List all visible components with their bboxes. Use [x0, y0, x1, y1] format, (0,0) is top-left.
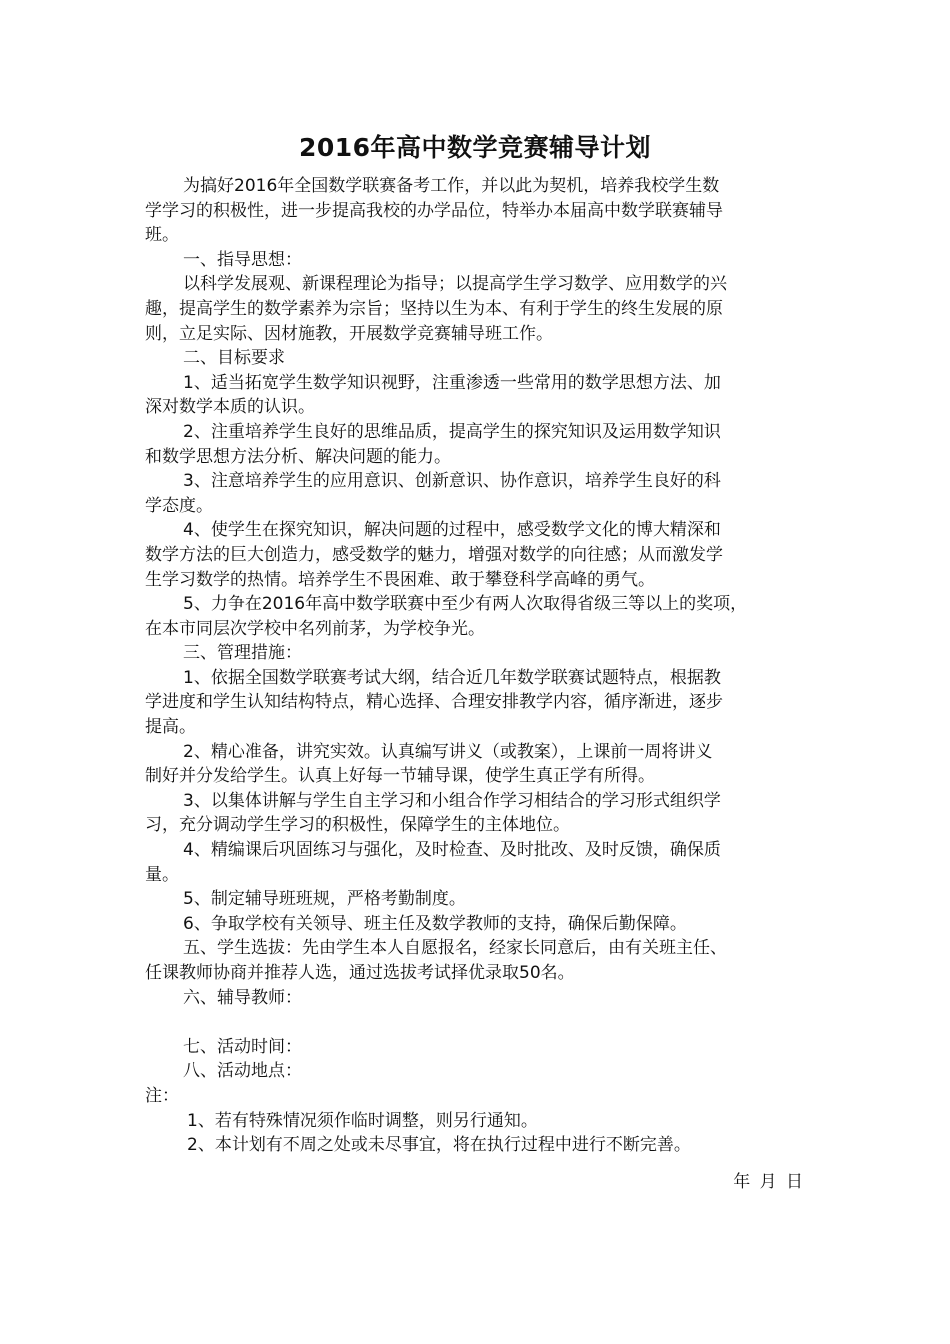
paragraph-line: 6、争取学校有关领导、班主任及数学教师的支持，确保后勤保障。 — [183, 913, 687, 934]
goal-item-4 — [145, 518, 825, 592]
measure-item-5 — [145, 887, 825, 912]
paragraph-line: 2、注重培养学生良好的思维品质，提高学生的探究知识及运用数学知识 — [183, 421, 721, 442]
paragraph-line: 生学习数学的热情。培养学生不畏困难、敢于攀登科学高峰的勇气。 — [145, 569, 655, 590]
paragraph-line: 量。 — [145, 864, 179, 885]
paragraph-line: 五、学生选拔：先由学生本人自愿报名，经家长同意后，由有关班主任、 — [183, 938, 727, 959]
paragraph-line: 5、力争在2016年高中数学联赛中至少有两人次取得省级三等以上的奖项， — [183, 594, 748, 615]
paragraph-line: 深对数学本质的认识。 — [145, 397, 315, 418]
paragraph-line: 在本市同层次学校中名列前茅，为学校争光。 — [145, 618, 485, 639]
paragraph-line: 3、以集体讲解与学生自主学习和小组合作学习相结合的学习形式组织学 — [183, 790, 721, 811]
paragraph-line: 学进度和学生认知结构特点，精心选择、合理安排教学内容，循序渐进，逐步 — [145, 692, 723, 713]
paragraph-line: 趣，提高学生的数学素养为宗旨；坚持以生为本、有利于学生的终生发展的原 — [145, 298, 723, 319]
paragraph-line: 1、适当拓宽学生数学知识视野，注重渗透一些常用的数学思想方法、加 — [183, 372, 721, 393]
goal-item-3 — [145, 469, 825, 518]
paragraph-line: 和数学思想方法分析、解决问题的能力。 — [145, 446, 451, 467]
paragraph-line: 4、精编课后巩固练习与强化，及时检查、及时批改、及时反馈，确保质 — [183, 840, 721, 861]
intro-line: 学学习的积极性，进一步提高我校的办学品位，特举办本届高中数学联赛辅导 — [145, 200, 723, 221]
section-heading-activity-location: 八、活动地点： — [183, 1061, 302, 1082]
measure-item-2 — [145, 740, 825, 789]
measure-item-4 — [145, 838, 825, 887]
paragraph-line: 则，立足实际、因材施教，开展数学竞赛辅导班工作。 — [145, 323, 553, 344]
section-student-selection — [145, 936, 825, 985]
note-label: 注： — [145, 1085, 179, 1106]
paragraph-line: 2、精心准备，讲究实效。认真编写讲义（或教案），上课前一周将讲义 — [183, 741, 713, 762]
blank-line — [145, 1010, 825, 1035]
guiding-thought-paragraph — [145, 272, 825, 346]
paragraph-line: 3、注意培养学生的应用意识、创新意识、协作意识，培养学生良好的科 — [183, 471, 721, 492]
note-item: 2、本计划有不周之处或未尽事宜，将在执行过程中进行不断完善。 — [187, 1135, 691, 1156]
note-item: 1、若有特殊情况须作临时调整，则另行通知。 — [187, 1110, 538, 1131]
paragraph-line: 提高。 — [145, 717, 196, 738]
goal-item-2 — [145, 420, 825, 469]
goal-item-5 — [145, 592, 825, 641]
intro-line: 为搞好2016年全国数学联赛备考工作，并以此为契机，培养我校学生数 — [183, 176, 720, 196]
intro-line: 班。 — [145, 225, 179, 246]
section-heading-measures: 三、管理措施： — [183, 643, 302, 664]
section-heading-guiding-thought: 一、指导思想： — [183, 249, 302, 270]
document-body — [145, 174, 825, 1158]
paragraph-line: 数学方法的巨大创造力，感受数学的魅力，增强对数学的向往感；从而激发学 — [145, 544, 723, 565]
paragraph-line: 5、制定辅导班班规，严格考勤制度。 — [183, 889, 466, 910]
section-heading-teachers: 六、辅导教师： — [183, 987, 302, 1008]
paragraph-line: 制好并分发给学生。认真上好每一节辅导课，使学生真正学有所得。 — [145, 766, 655, 787]
paragraph-line: 以科学发展观、新课程理论为指导；以提高学生学习数学、应用数学的兴 — [183, 274, 727, 295]
section-heading-activity-time: 七、活动时间： — [183, 1036, 302, 1057]
paragraph-line: 学态度。 — [145, 495, 213, 516]
intro-paragraph — [145, 174, 825, 248]
paragraph-line: 习，充分调动学生学习的积极性，保障学生的主体地位。 — [145, 815, 570, 836]
goal-item-1 — [145, 371, 825, 420]
paragraph-line: 任课教师协商并推荐人选，通过选拔考试择优录取50名。 — [145, 963, 575, 983]
date-line: 年 月 日 — [733, 1172, 805, 1192]
paragraph-line: 1、依据全国数学联赛考试大纲，结合近几年数学联赛试题特点，根据教 — [183, 667, 721, 688]
measure-item-3 — [145, 789, 825, 838]
measure-item-1 — [145, 666, 825, 740]
section-heading-goals: 二、目标要求 — [183, 348, 285, 369]
paragraph-line: 4、使学生在探究知识，解决问题的过程中，感受数学文化的博大精深和 — [183, 520, 721, 541]
measure-item-6 — [145, 912, 825, 937]
document-title: 2016年高中数学竞赛辅导计划 — [298, 133, 652, 162]
